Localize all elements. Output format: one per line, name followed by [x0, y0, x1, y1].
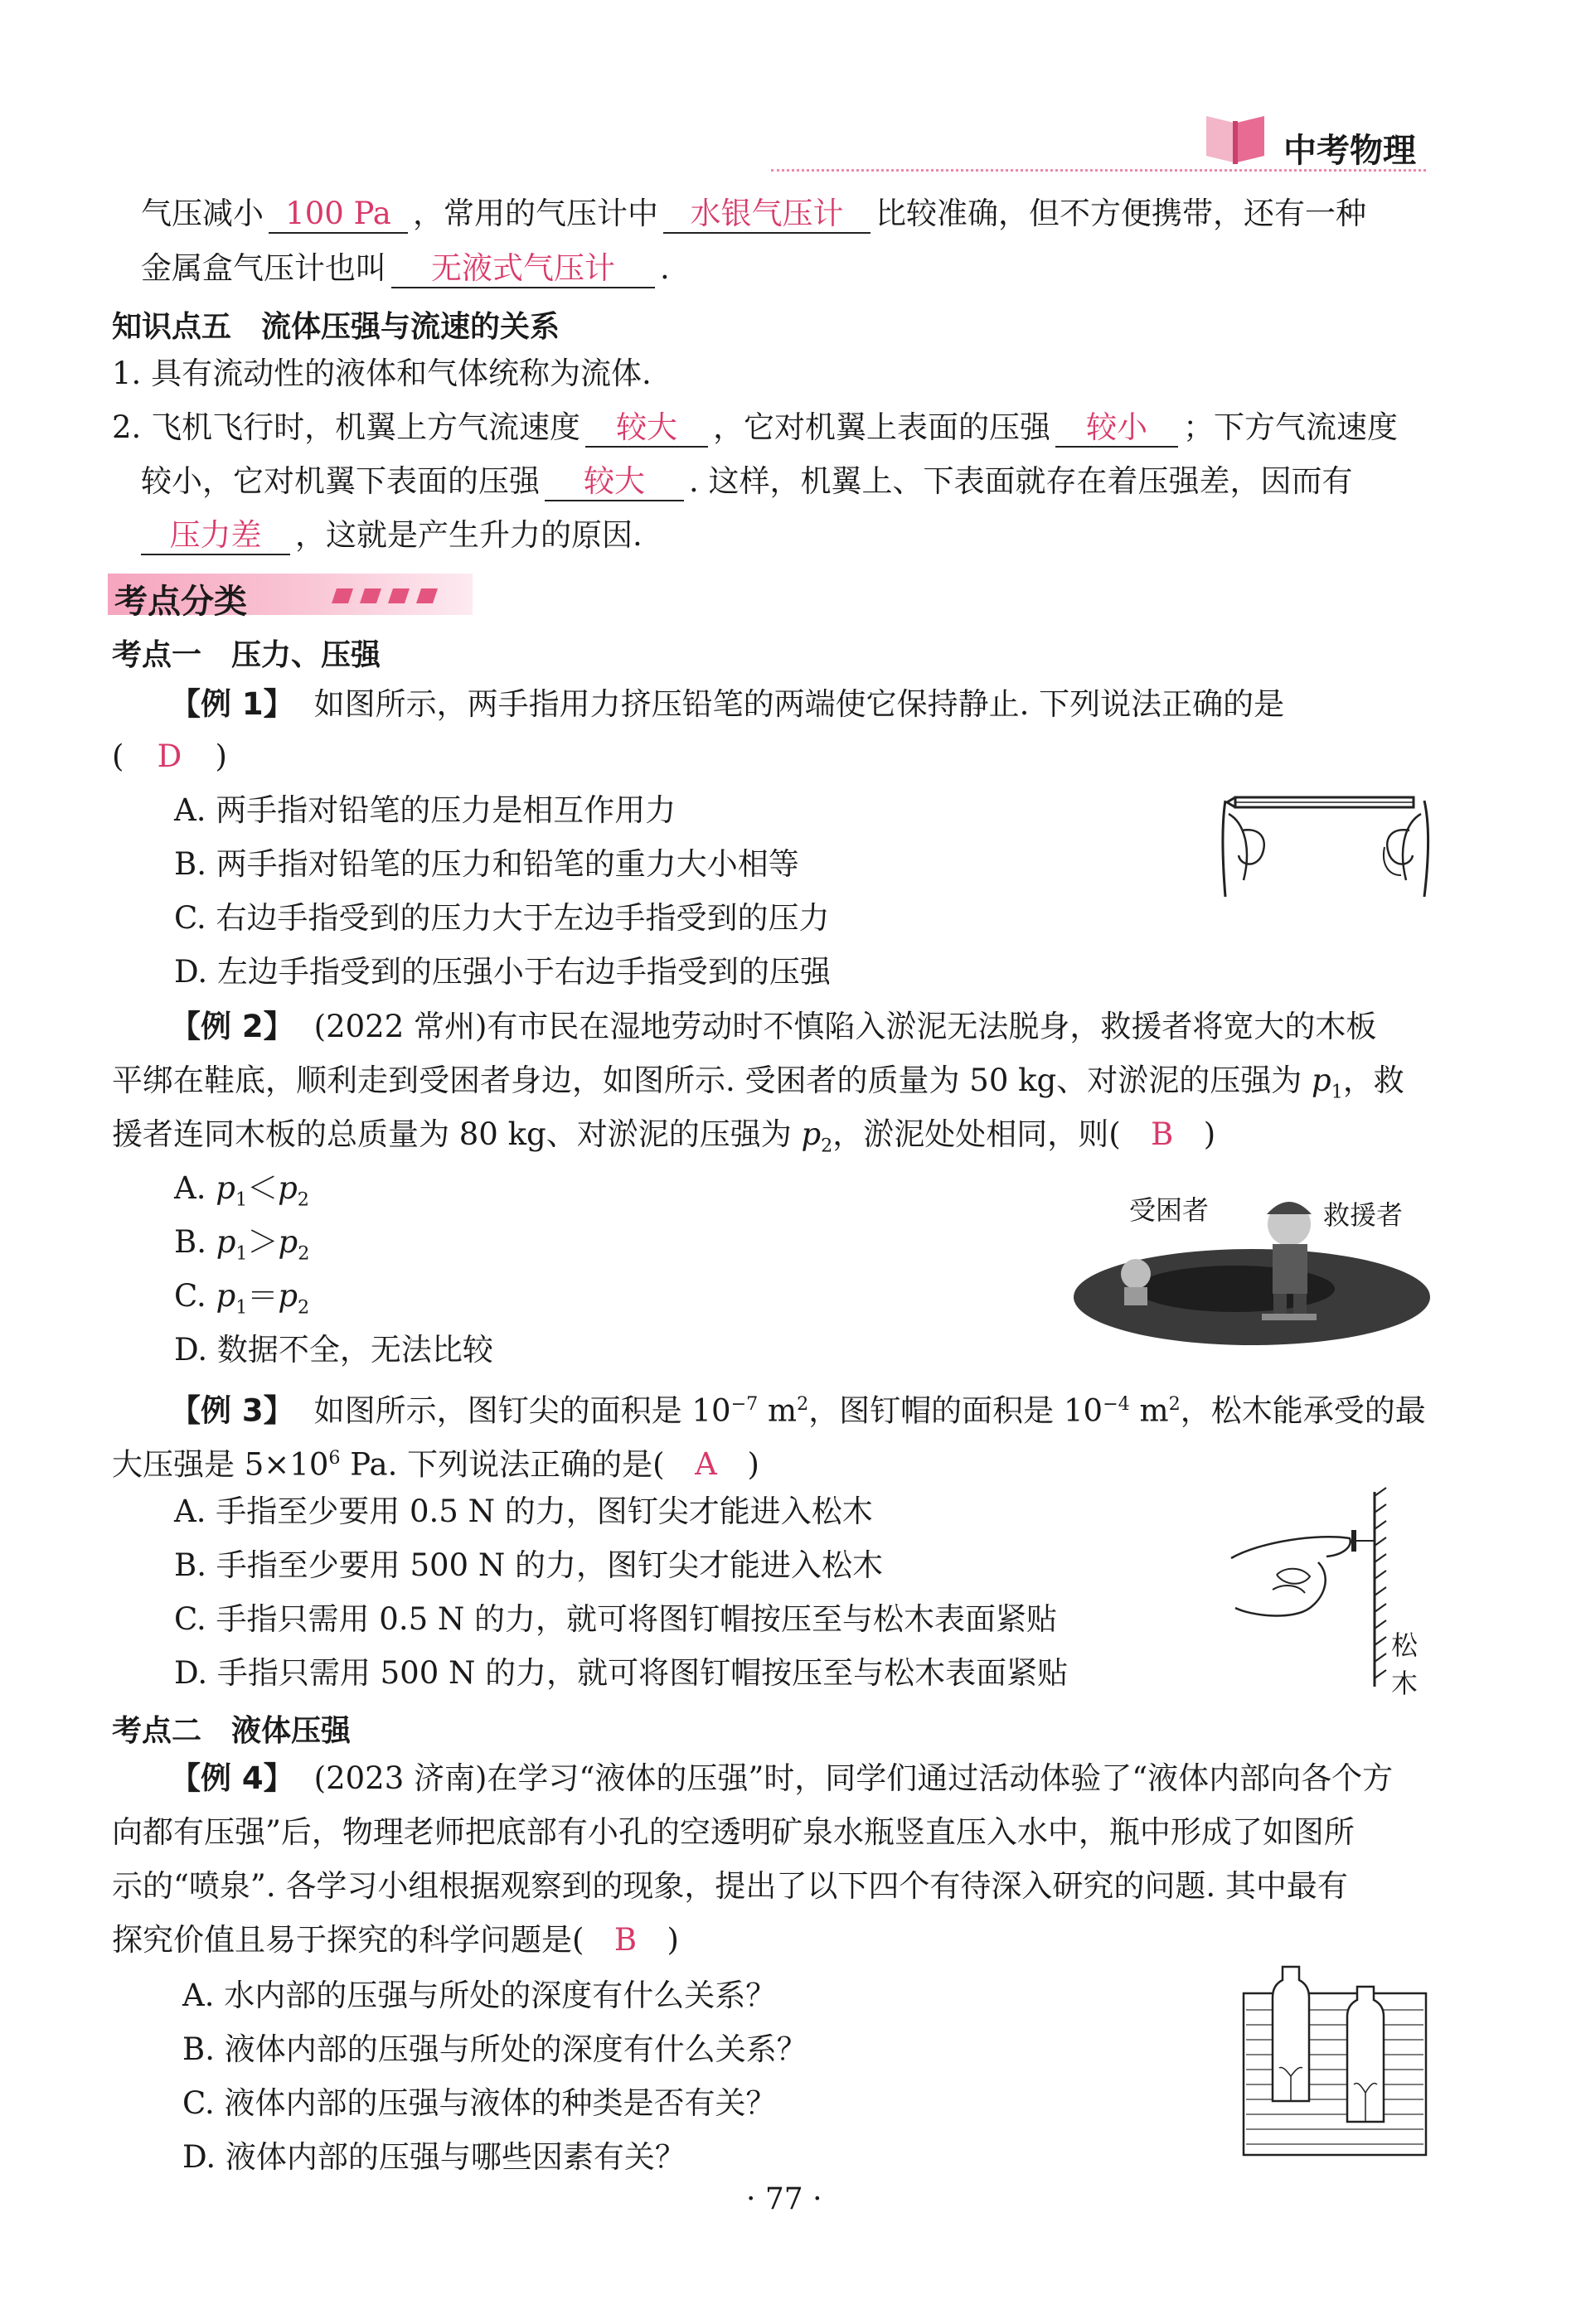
paragraph-line: 压力差 ，这就是产生升力的原因.: [141, 514, 643, 557]
paragraph-line: 较小，它对机翼下表面的压强 较大 . 这样，机翼上、下表面就存在着压强差，因而有: [141, 460, 1353, 503]
answer-choice: B: [613, 1922, 638, 1958]
answer-paren: ( D ): [112, 735, 227, 778]
section-heading: 考点二 液体压强: [112, 1714, 352, 1748]
paragraph-line: 示的“喷泉”. 各学习小组根据观察到的现象，提出了以下四个有待深入研究的问题. 其中最有: [112, 1868, 1348, 1904]
example-label: 【例 2】: [170, 1009, 294, 1044]
answer-blank: 较小: [1055, 409, 1178, 448]
figure-label-rescuer: 救援者: [1323, 1199, 1404, 1231]
paragraph-line: 金属盒气压计也叫 无液式气压计 .: [141, 247, 670, 290]
paragraph-line: 援者连同木板的总质量为 80 kg、对淤泥的压强为 $p_2$，淤泥处处相同，则( B ): [112, 1113, 1215, 1167]
example-stem: 【例 2】 (2022 常州)有市民在湿地劳动时不慎陷入淤泥无法脱身，救援者将宽大的木板: [170, 1009, 1377, 1044]
example-label: 【例 3】: [170, 1392, 294, 1429]
example-label: 【例 1】: [170, 686, 294, 722]
example-stem: 【例 3】 如图所示，图钉尖的面积是 $10^{-7}$ $m^2$，图钉帽的面积是 $10^{-4}$ $m^2$，松木能承受的最: [170, 1392, 1426, 1429]
option-c: C. $p_1=p_2$: [174, 1278, 310, 1319]
answer-choice: A: [695, 1446, 717, 1483]
answer-blank: 100 Pa: [269, 196, 408, 234]
option-b: B. 手指至少要用 500 N 的力，图钉尖才能进入松木: [174, 1547, 883, 1583]
option-a: A. $p_1<p_2$: [174, 1170, 309, 1211]
figure-label-pine: 松木: [1391, 1629, 1419, 1699]
thumbtack-figure: [1227, 1484, 1443, 1699]
banner-stripes: [332, 587, 448, 605]
paragraph-line: 探究价值且易于探究的科学问题是( B ): [112, 1919, 679, 1962]
paragraph-line: 2. 飞机飞行时，机翼上方气流速度 较大 ，它对机翼上表面的压强 较小 ；下方气流速度: [112, 406, 1398, 449]
option-a: A. 水内部的压强与所处的深度有什么关系？: [182, 1978, 777, 2013]
option-b: B. 两手指对铅笔的压力和铅笔的重力大小相等: [174, 846, 799, 882]
banner-title: 考点分类: [114, 583, 247, 621]
header-rule: [771, 169, 1426, 172]
answer-blank: 水银气压计: [663, 196, 871, 234]
option-b: B. $p_1>p_2$: [174, 1224, 310, 1265]
example-stem: 【例 1】 如图所示，两手指用力挤压铅笔的两端使它保持静止. 下列说法正确的是: [170, 686, 1285, 722]
pencil-fingers-figure: [1219, 789, 1434, 913]
option-d: D. 左边手指受到的压强小于右边手指受到的压强: [174, 954, 831, 990]
option-c: C. 手指只需用 0.5 N 的力，就可将图钉帽按压至与松木表面紧贴: [174, 1601, 1058, 1637]
answer-choice: B: [1151, 1116, 1174, 1152]
paragraph-line: 气压减小 100 Pa ，常用的气压计中 水银气压计 比较准确，但不方便携带，还有一种: [141, 192, 1366, 235]
answer-blank: 较大: [585, 409, 708, 448]
option-c: C. 右边手指受到的压力大于左边手指受到的压力: [174, 900, 830, 936]
answer-blank: 较大: [545, 463, 684, 501]
option-a: A. 手指至少要用 0.5 N 的力，图钉尖才能进入松木: [174, 1494, 873, 1529]
option-d: D. 液体内部的压强与哪些因素有关？: [182, 2139, 686, 2175]
bottle-fountain-figure: [1239, 1960, 1430, 2159]
paragraph-line: 向都有压强”后，物理老师把底部有小孔的空透明矿泉水瓶竖直压入水中，瓶中形成了如图所: [112, 1814, 1355, 1850]
example-label: 【例 4】: [170, 1760, 294, 1796]
option-b: B. 液体内部的压强与所处的深度有什么关系？: [182, 2031, 807, 2067]
header-title: 中考物理: [1283, 132, 1416, 170]
option-a: A. 两手指对铅笔的压力是相互作用力: [174, 792, 677, 828]
mud-rescue-figure: [1069, 1164, 1434, 1355]
option-d: D. 手指只需用 500 N 的力，就可将图钉帽按压至与松木表面紧贴: [174, 1655, 1069, 1691]
paragraph-line: 平绑在鞋底，顺利走到受困者身边，如图所示. 受困者的质量为 50 kg、对淤泥的压强为 $p_1$，救: [112, 1063, 1404, 1103]
paragraph-line: 大压强是 $5\times 10^6$ Pa. 下列说法正确的是( A ): [112, 1436, 759, 1486]
figure-label-trapped: 受困者: [1129, 1194, 1210, 1226]
book-icon: [1202, 108, 1268, 166]
example-stem: 【例 4】 (2023 济南)在学习“液体的压强”时，同学们通过活动体验了“液体内部向各个方: [170, 1760, 1394, 1796]
option-d: D. 数据不全，无法比较: [174, 1332, 493, 1368]
answer-blank: 无液式气压计: [391, 250, 655, 288]
section-heading: 知识点五 流体压强与流速的关系: [112, 310, 560, 344]
page-number: · 77 ·: [746, 2182, 822, 2216]
answer-choice: D: [157, 738, 182, 774]
answer-blank: 压力差: [141, 517, 290, 555]
paragraph-line: 1. 具有流动性的液体和气体统称为流体.: [112, 356, 652, 391]
option-c: C. 液体内部的压强与液体的种类是否有关？: [182, 2085, 777, 2121]
section-heading: 考点一 压力、压强: [112, 638, 381, 672]
